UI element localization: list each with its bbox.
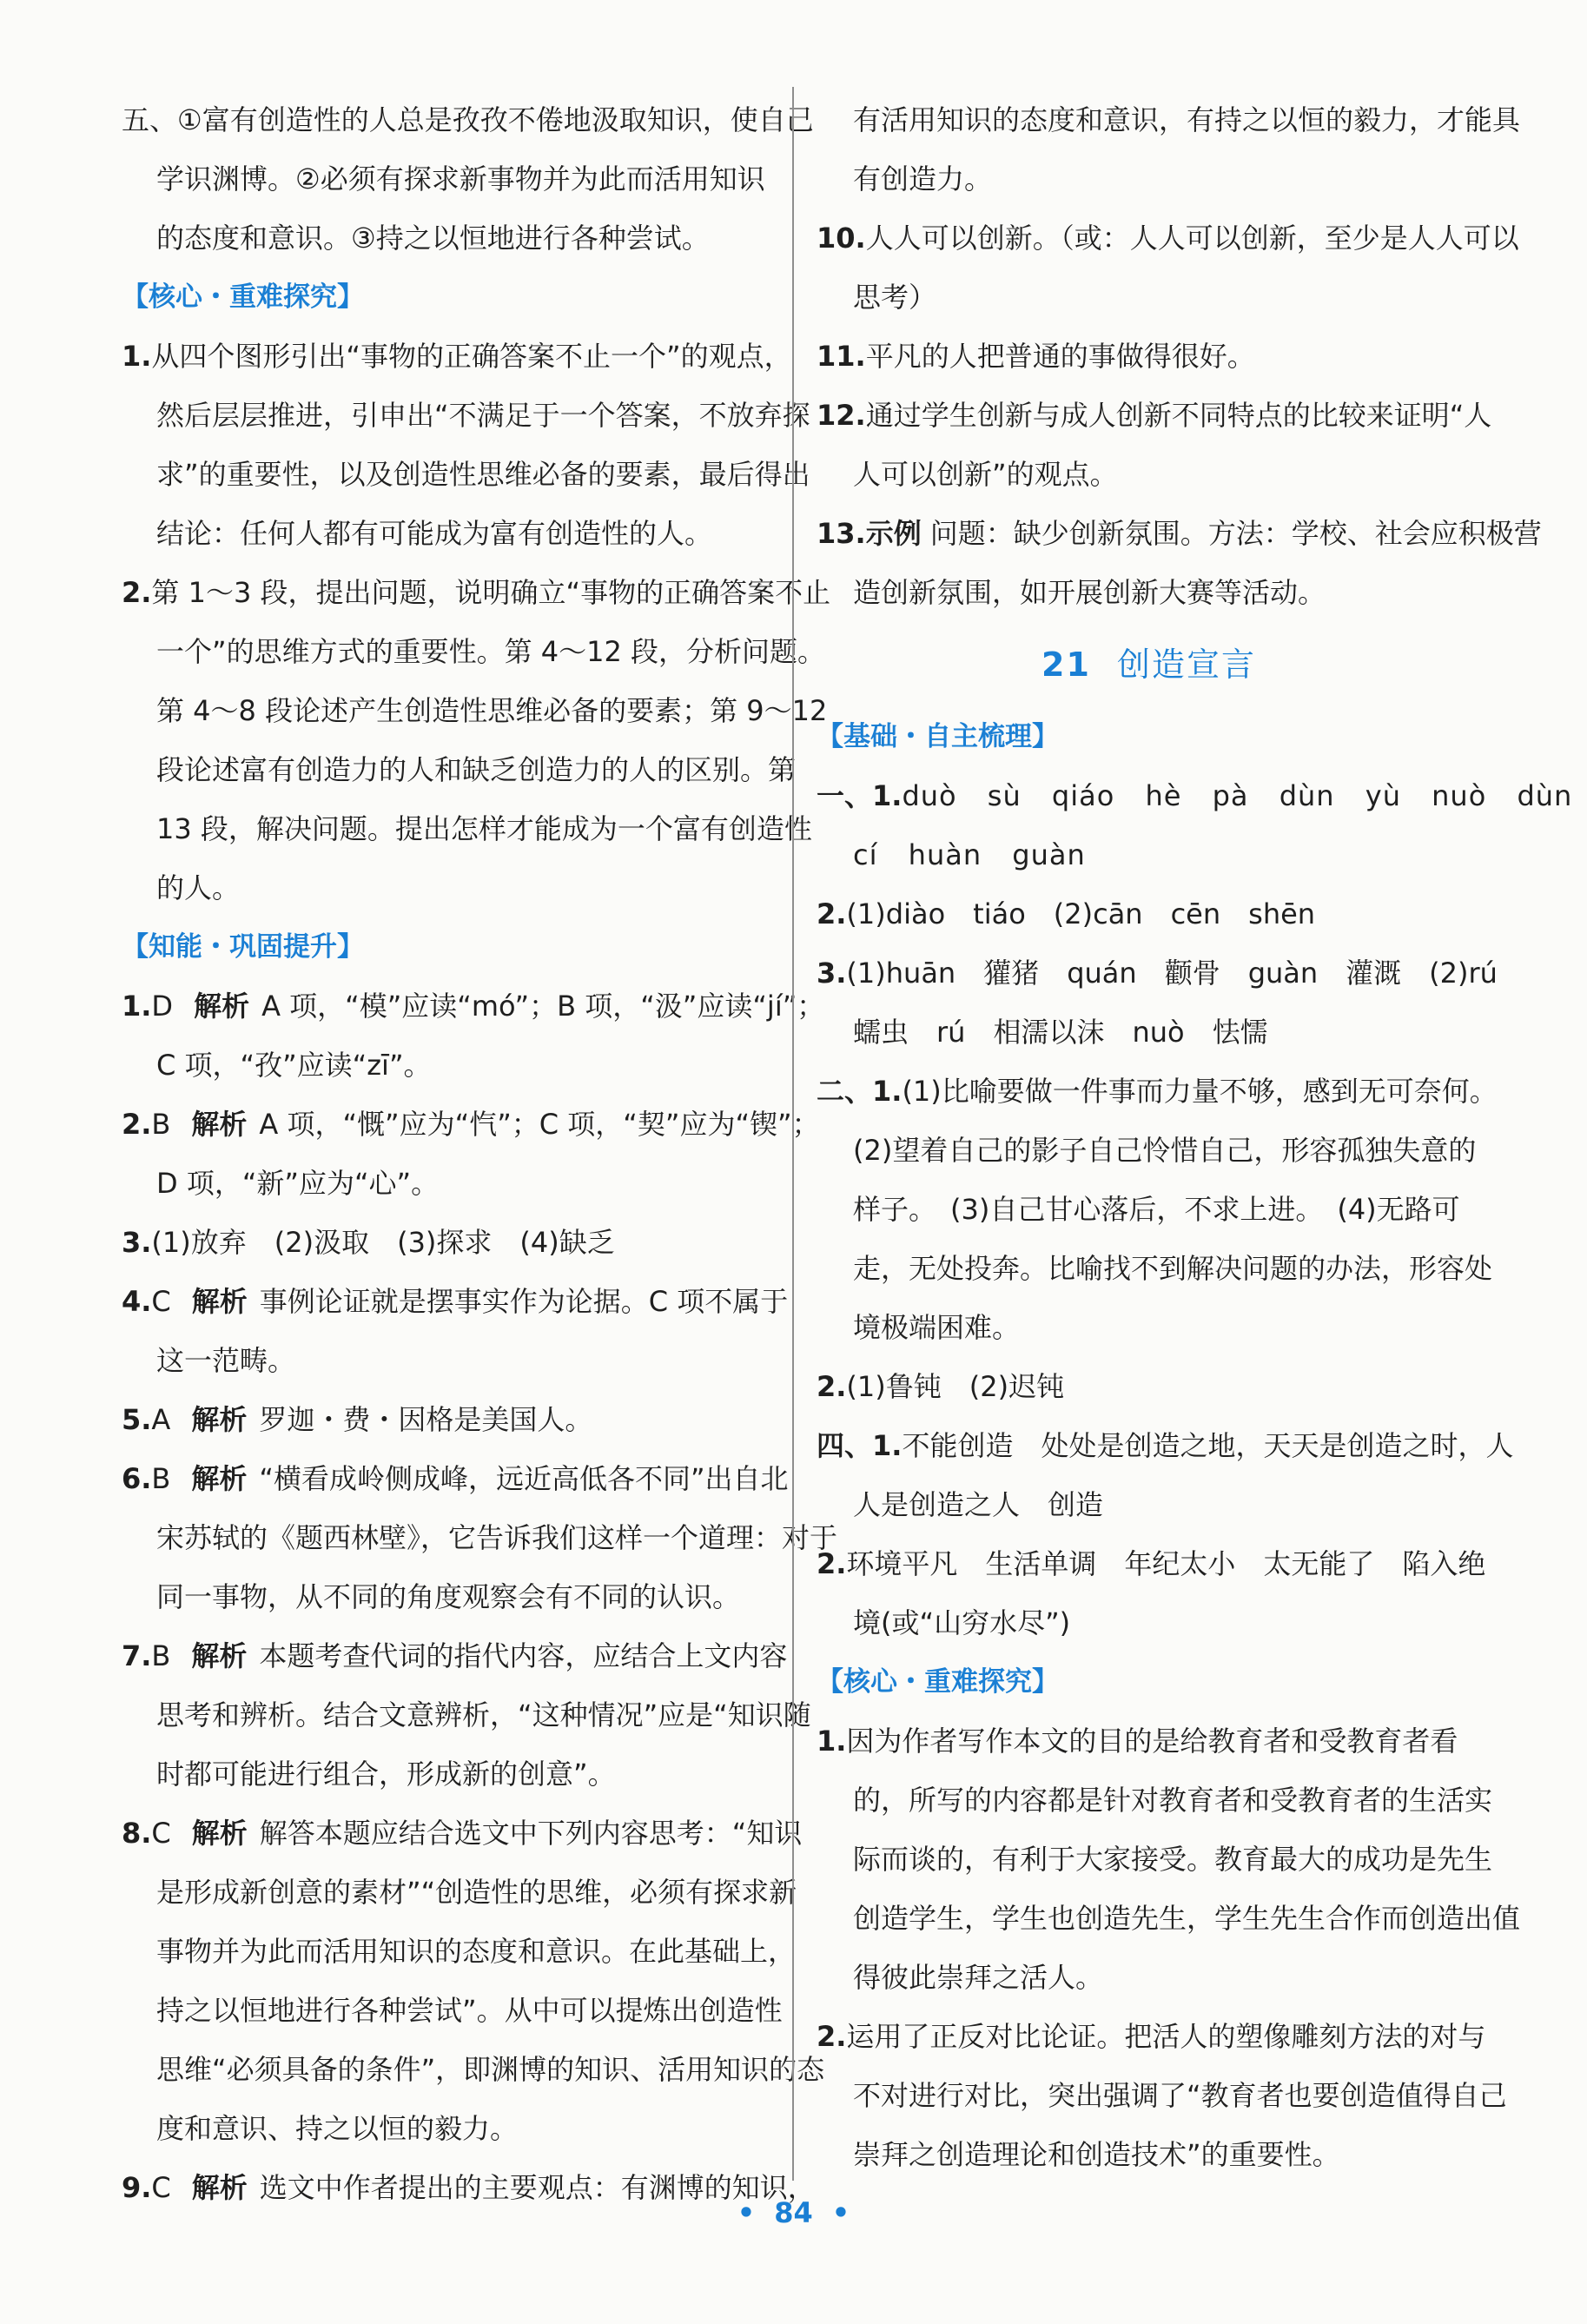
line-text: duò sù qiáo hè pà dùn yù nuò dùn: [902, 779, 1573, 812]
item-number: 2.: [817, 1370, 847, 1403]
line-text: 运用了正反对比论证。把活人的塑像雕刻方法的对与: [846, 2020, 1486, 2053]
text-line: [122, 1685, 811, 1745]
answer-item: [122, 977, 825, 1036]
line-text: 求”的重要性，以及创造性思维必备的要素，最后得出: [156, 458, 810, 491]
analysis-label: 解析: [191, 1108, 248, 1141]
item-number: 12.: [817, 399, 866, 432]
line-text: 时都可能进行组合，形成新的创意”。: [156, 1758, 616, 1791]
item-number: 4.: [122, 1285, 152, 1318]
text-line: [817, 149, 1481, 209]
line-text: 这一范畴。: [156, 1344, 296, 1377]
line-text: 境极端困难。: [853, 1311, 1021, 1344]
text-line: [122, 209, 782, 268]
answer-choice: C: [151, 1817, 171, 1850]
text-line: [122, 740, 797, 799]
text-line: [122, 2040, 825, 2099]
column-divider: [792, 87, 794, 2181]
line-text: A 项，“慨”应为“忾”；C 项，“契”应为“锲”；: [259, 1108, 820, 1141]
text-line: [122, 681, 828, 740]
section-heading: 【知能・巩固提升】: [122, 931, 364, 963]
item-number: 13.: [817, 517, 866, 550]
text-line: [817, 563, 1481, 622]
answer-item: [817, 1062, 1498, 1121]
text-line: [817, 268, 1481, 327]
line-text: 第 1～3 段，提出问题，说明确立“事物的正确答案不止: [151, 576, 831, 609]
line-text: 选文中作者提出的主要观点：有渊博的知识，: [259, 2171, 816, 2204]
analysis-label: 解析: [191, 1817, 248, 1850]
line-text: 不能创造 处处是创造之地，天天是创造之时，人: [902, 1429, 1514, 1462]
text-line: [122, 445, 810, 504]
line-text: 有活用知识的态度和意识，有持之以恒的毅力，才能具: [853, 103, 1521, 136]
text-line: [122, 1508, 838, 1567]
line-text: cí huàn guàn: [853, 838, 1086, 871]
text-line: [817, 1948, 1481, 2007]
line-text: (1)鲁钝 (2)迟钝: [846, 1370, 1065, 1403]
line-text: 样子。 (3)自己甘心落后，不求上进。 (4)无路可: [853, 1193, 1460, 1226]
text-line: [122, 799, 812, 858]
line-text: 得彼此崇拜之活人。: [853, 1961, 1104, 1994]
line-text: 思维“必须具备的条件”，即渊博的知识、活用知识的态: [156, 2053, 825, 2086]
answer-item: [122, 1449, 789, 1508]
line-text: “横看成岭侧成峰，远近高低各不同”出自北: [259, 1462, 789, 1495]
line-text: 宋苏轼的《题西林壁》，它告诉我们这样一个道理：对于: [156, 1521, 838, 1554]
item-number: 11.: [817, 340, 866, 373]
answer-item: [122, 1213, 782, 1272]
line-text: 持之以恒地进行各种尝试”。从中可以提炼出创造性: [156, 1994, 783, 2027]
analysis-label: 解析: [191, 1639, 248, 1672]
answer-item: [122, 1095, 820, 1154]
line-text: 蠕虫 rú 相濡以沫 nuò 怯懦: [853, 1016, 1268, 1049]
line-text: 通过学生创新与成人创新不同特点的比较来证明“人: [865, 399, 1492, 432]
text-line: [817, 1475, 1481, 1534]
line-text: 解答本题应结合选文中下列内容思考：“知识: [259, 1817, 803, 1850]
item-number: 6.: [122, 1462, 152, 1495]
answer-item: [817, 1416, 1514, 1475]
line-text: 问题：缺少创新氛围。方法：学校、社会应积极营: [929, 517, 1542, 550]
line-text: (1)diào tiáo (2)cān cēn shēn: [846, 897, 1316, 930]
text-line: [817, 90, 1521, 149]
text-line: [817, 1003, 1481, 1062]
text-line: [122, 1331, 782, 1390]
item-number: 2.: [122, 1108, 152, 1141]
item-number: 7.: [122, 1639, 152, 1672]
analysis-label: 解析: [191, 2171, 248, 2204]
text-line: [122, 1154, 782, 1213]
answer-item: [817, 386, 1492, 445]
line-text: 同一事物，从不同的角度观察会有不同的认识。: [156, 1580, 741, 1613]
line-text: 一个”的思维方式的重要性。第 4～12 段，分析问题。: [156, 635, 826, 668]
line-text: 五、①富有创造性的人总是孜孜不倦地汲取知识，使自己: [122, 103, 814, 136]
text-line: [817, 1771, 1493, 1830]
line-text: (1)huān 獾猪 quán 颧骨 guàn 灌溉 (2)rú: [846, 957, 1498, 990]
section-heading: 【核心・重难探究】: [817, 1666, 1059, 1698]
lesson-title: [817, 622, 1481, 707]
line-text: 走，无处投奔。比喻找不到解决问题的办法，形容处: [853, 1252, 1493, 1285]
item-number: 1.: [122, 340, 152, 373]
line-text: 有创造力。: [853, 162, 993, 195]
text-line: [122, 386, 810, 445]
line-text: D 项，“新”应为“心”。: [156, 1167, 440, 1200]
page-number: [0, 2196, 1587, 2229]
line-text: 境(或“山穷水尽”): [853, 1606, 1071, 1639]
section-heading: 【核心・重难探究】: [122, 281, 364, 313]
item-number: 二、1.: [817, 1075, 903, 1108]
line-text: (1)比喻要做一件事而力量不够，感到无可奈何。: [902, 1075, 1498, 1108]
line-text: 不对进行对比，突出强调了“教育者也要创造值得自己: [853, 2079, 1507, 2112]
answer-item: [122, 1390, 782, 1449]
line-text: 从四个图形引出“事物的正确答案不止一个”的观点，: [151, 340, 792, 373]
line-text: 13 段，解决问题。提出怎样才能成为一个富有创造性: [156, 812, 812, 845]
answer-item: [817, 1534, 1486, 1593]
answer-choice: B: [151, 1108, 171, 1141]
item-number: 3.: [817, 957, 847, 990]
page-dot-left: •: [737, 2196, 756, 2229]
line-text: 人是创造之人 创造: [853, 1488, 1104, 1521]
line-text: 造创新氛围，如开展创新大赛等活动。: [853, 576, 1326, 609]
text-line: [817, 2125, 1481, 2184]
lesson-name: 创造宣言: [1116, 646, 1256, 684]
text-line: [817, 825, 1481, 884]
text-line: [122, 1922, 797, 1981]
answer-item: [817, 1357, 1481, 1416]
line-text: 学识渊博。②必须有探求新事物并为此而活用知识: [156, 162, 765, 195]
item-number: 8.: [122, 1817, 152, 1850]
answer-choice: B: [151, 1462, 171, 1495]
answer-item: [817, 884, 1481, 944]
line-text: 思考和辨析。结合文意辨析，“这种情况”应是“知识随: [156, 1698, 811, 1731]
line-text: 的态度和意识。③持之以恒地进行各种尝试。: [156, 222, 710, 255]
text-line: [817, 1830, 1493, 1889]
answer-item: [817, 209, 1519, 268]
text-line: [817, 445, 1481, 504]
text-line: [122, 149, 782, 209]
text-line: [817, 1889, 1521, 1948]
line-text: 崇拜之创造理论和创造技术”的重要性。: [853, 2138, 1340, 2171]
section-heading: 【基础・自主梳理】: [817, 721, 1059, 752]
example-label: 示例: [865, 517, 922, 550]
text-line: [122, 622, 826, 681]
line-text: 段论述富有创造力的人和缺乏创造力的人的区别。第: [156, 753, 797, 786]
analysis-label: 解析: [191, 1285, 248, 1318]
answer-item: [817, 1712, 1481, 1771]
line-text: 是形成新创意的素材”“创造性的思维，必须有探求新: [156, 1876, 797, 1909]
answer-item: [122, 1626, 788, 1685]
page-number-text: 84: [774, 2196, 813, 2229]
line-text: (1)放弃 (2)汲取 (3)探求 (4)缺乏: [151, 1226, 615, 1259]
answer-item: [122, 1272, 789, 1331]
text-line: [122, 858, 782, 917]
item-number: 2.: [817, 1547, 847, 1580]
item-number: 2.: [817, 2020, 847, 2053]
answer-choice: A: [151, 1403, 171, 1436]
text-line: [817, 1121, 1481, 1180]
text-line: [122, 2099, 782, 2158]
analysis-label: 解析: [191, 1462, 248, 1495]
answer-item: [122, 563, 831, 622]
answer-item: [817, 327, 1481, 386]
line-text: 的人。: [156, 871, 241, 904]
line-text: 创造学生，学生也创造先生，学生先生合作而创造出值: [853, 1902, 1521, 1935]
text-line: [122, 1863, 797, 1922]
text-line: [817, 1180, 1481, 1239]
item-number: 10.: [817, 222, 866, 255]
line-text: 因为作者写作本文的目的是给教育者和受教育者看: [846, 1725, 1458, 1758]
text-line: [122, 504, 782, 563]
item-number: 9.: [122, 2171, 152, 2204]
line-text: 事物并为此而活用知识的态度和意识。在此基础上，: [156, 1935, 797, 1968]
item-number: 2.: [817, 897, 847, 930]
answer-item: [122, 1804, 803, 1863]
line-text: 结论：任何人都有可能成为富有创造性的人。: [156, 517, 713, 550]
text-line: [122, 1745, 782, 1804]
line-text: C 项，“孜”应读“zī”。: [156, 1049, 432, 1082]
line-text: 的，所写的内容都是针对教育者和受教育者的生活实: [853, 1784, 1493, 1817]
text-line: [122, 1567, 782, 1626]
lesson-number: 21: [1041, 646, 1091, 684]
text-line: [122, 1036, 782, 1095]
item-number: 1.: [817, 1725, 847, 1758]
line-text: (2)望着自己的影子自己怜惜自己，形容孤独失意的: [853, 1134, 1477, 1167]
line-text: 思考）: [853, 281, 937, 314]
line-text: 人可以创新”的观点。: [853, 458, 1118, 491]
line-text: 环境平凡 生活单调 年纪太小 太无能了 陷入绝: [846, 1547, 1486, 1580]
item-number: 1.: [122, 990, 152, 1023]
answer-item: [817, 766, 1573, 825]
item-number: 2.: [122, 576, 152, 609]
answer-choice: C: [151, 2171, 171, 2204]
line-text: 度和意识、持之以恒的毅力。: [156, 2112, 519, 2145]
text-line: [817, 1298, 1481, 1357]
item-number: 3.: [122, 1226, 152, 1259]
item-number: 一、1.: [817, 779, 903, 812]
answer-item: [122, 327, 792, 386]
analysis-label: 解析: [191, 1403, 248, 1436]
line-text: 第 4～8 段论述产生创造性思维必备的要素；第 9～12: [156, 694, 828, 727]
answer-choice: B: [151, 1639, 171, 1672]
answer-item: [817, 2007, 1486, 2066]
line-text: 罗迦・费・因格是美国人。: [259, 1403, 593, 1436]
line-text: 际而谈的，有利于大家接受。教育最大的成功是先生: [853, 1843, 1493, 1876]
text-line: [817, 1239, 1493, 1298]
text-line: [122, 90, 814, 149]
page-dot-right: •: [831, 2196, 850, 2229]
right-column: [817, 90, 1573, 2184]
text-line: [817, 2066, 1507, 2125]
answer-item: [817, 944, 1498, 1003]
answer-choice: C: [151, 1285, 171, 1318]
line-text: 事例论证就是摆事实作为论据。C 项不属于: [259, 1285, 789, 1318]
answer-item: [817, 504, 1542, 563]
text-line: [122, 1981, 782, 2040]
line-text: 平凡的人把普通的事做得很好。: [865, 340, 1255, 373]
answer-choice: D: [151, 990, 174, 1023]
line-text: 然后层层推进，引申出“不满足于一个答案，不放弃探: [156, 399, 810, 432]
item-number: 四、1.: [817, 1429, 903, 1462]
line-text: 人人可以创新。（或：人人可以创新，至少是人人可以: [865, 222, 1519, 255]
line-text: A 项，“模”应读“mó”；B 项，“汲”应读“jí”；: [261, 990, 825, 1023]
text-line: [817, 1593, 1481, 1652]
analysis-label: 解析: [194, 990, 250, 1023]
item-number: 5.: [122, 1403, 152, 1436]
line-text: 本题考查代词的指代内容，应结合上文内容: [259, 1639, 788, 1672]
